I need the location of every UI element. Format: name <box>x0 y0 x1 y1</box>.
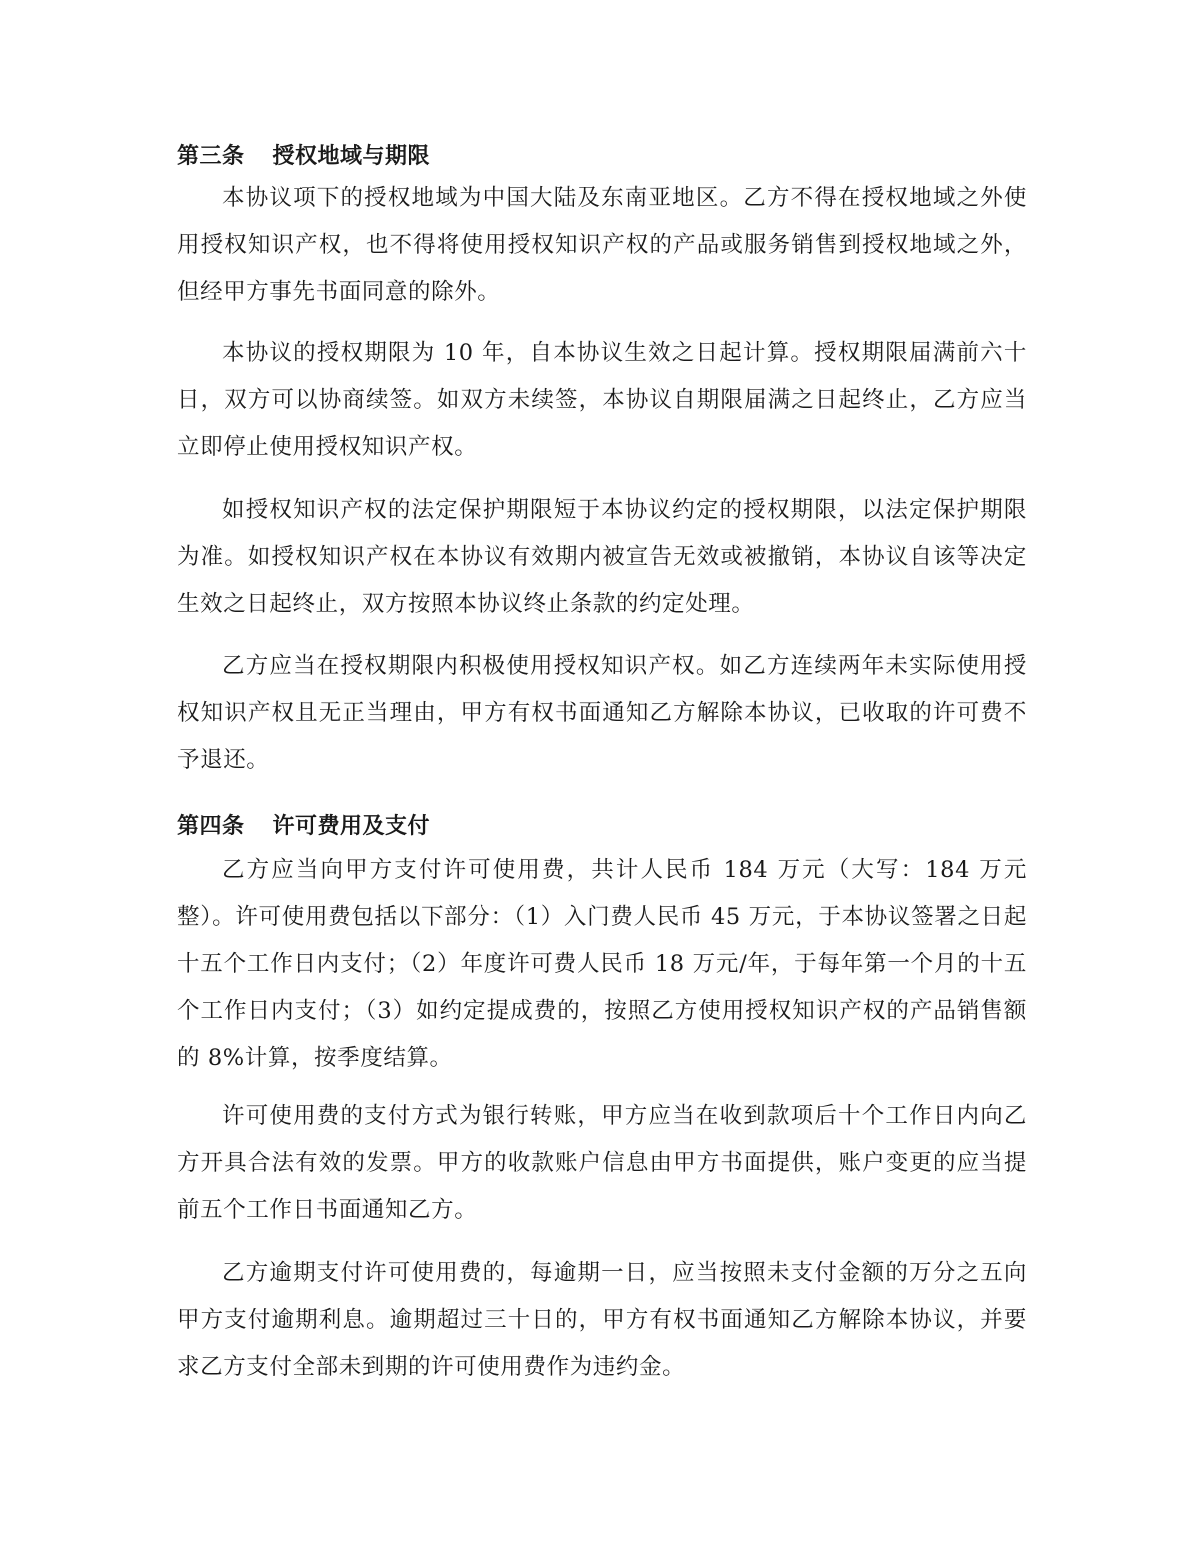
article-3-heading <box>177 142 1027 172</box>
paragraph-text: 乙方应当在授权期限内积极使用授权知识产权。如乙方连续两年未实际使用授权知识产权且无正当理由，甲方有权书面通知乙方解除本协议，已收取的许可费不予退还。 <box>177 653 1027 773</box>
article-3-number: 第三条 <box>177 144 245 169</box>
article-3-title: 授权地域与期限 <box>272 144 431 169</box>
paragraph-text: 本协议的授权期限为 10 年，自本协议生效之日起计算。授权期限届满前六十日，双方可以协商续签。如双方未续签，本协议自期限届满之日起终止，乙方应当立即停止使用授权知识产权。 <box>177 340 1027 460</box>
article-4-paragraph-2 <box>177 1093 1027 1234</box>
article-4-paragraph-1 <box>177 847 1027 1082</box>
paragraph-text: 乙方逾期支付许可使用费的，每逾期一日，应当按照未支付金额的万分之五向甲方支付逾期利息。逾期超过三十日的，甲方有权书面通知乙方解除本协议，并要求乙方支付全部未到期的许可使用费作为违约金。 <box>177 1260 1027 1380</box>
article-3-paragraph-2 <box>177 330 1027 471</box>
article-4-number: 第四条 <box>177 814 245 839</box>
article-4-heading <box>177 812 1027 842</box>
paragraph-text: 如授权知识产权的法定保护期限短于本协议约定的授权期限，以法定保护期限为准。如授权知识产权在本协议有效期内被宣告无效或被撤销，本协议自该等决定生效之日起终止，双方按照本协议终止条款的约定处理。 <box>177 497 1027 617</box>
article-3-paragraph-3 <box>177 487 1027 628</box>
paragraph-text: 许可使用费的支付方式为银行转账，甲方应当在收到款项后十个工作日内向乙方开具合法有效的发票。甲方的收款账户信息由甲方书面提供，账户变更的应当提前五个工作日书面通知乙方。 <box>177 1103 1027 1223</box>
article-3-paragraph-1 <box>177 175 1027 316</box>
paragraph-text: 本协议项下的授权地域为中国大陆及东南亚地区。乙方不得在授权地域之外使用授权知识产权，也不得将使用授权知识产权的产品或服务销售到授权地域之外，但经甲方事先书面同意的除外。 <box>177 185 1027 305</box>
paragraph-text: 乙方应当向甲方支付许可使用费，共计人民币 184 万元（大写：184 万元整）。许可使用费包括以下部分：（1）入门费人民币 45 万元，于本协议签署之日起十五个工作日内支付；（2）年度许可费人民币 18 万元/年，于每年第一个月的十五个工作日内支付；（3）如约定提成费的，按照乙方使用授权知识产权的产品销售额的 8%计算，按季度结算。 <box>177 857 1027 1071</box>
article-4-paragraph-3 <box>177 1250 1027 1391</box>
article-4-title: 许可费用及支付 <box>272 814 431 839</box>
article-3-paragraph-4 <box>177 643 1027 784</box>
